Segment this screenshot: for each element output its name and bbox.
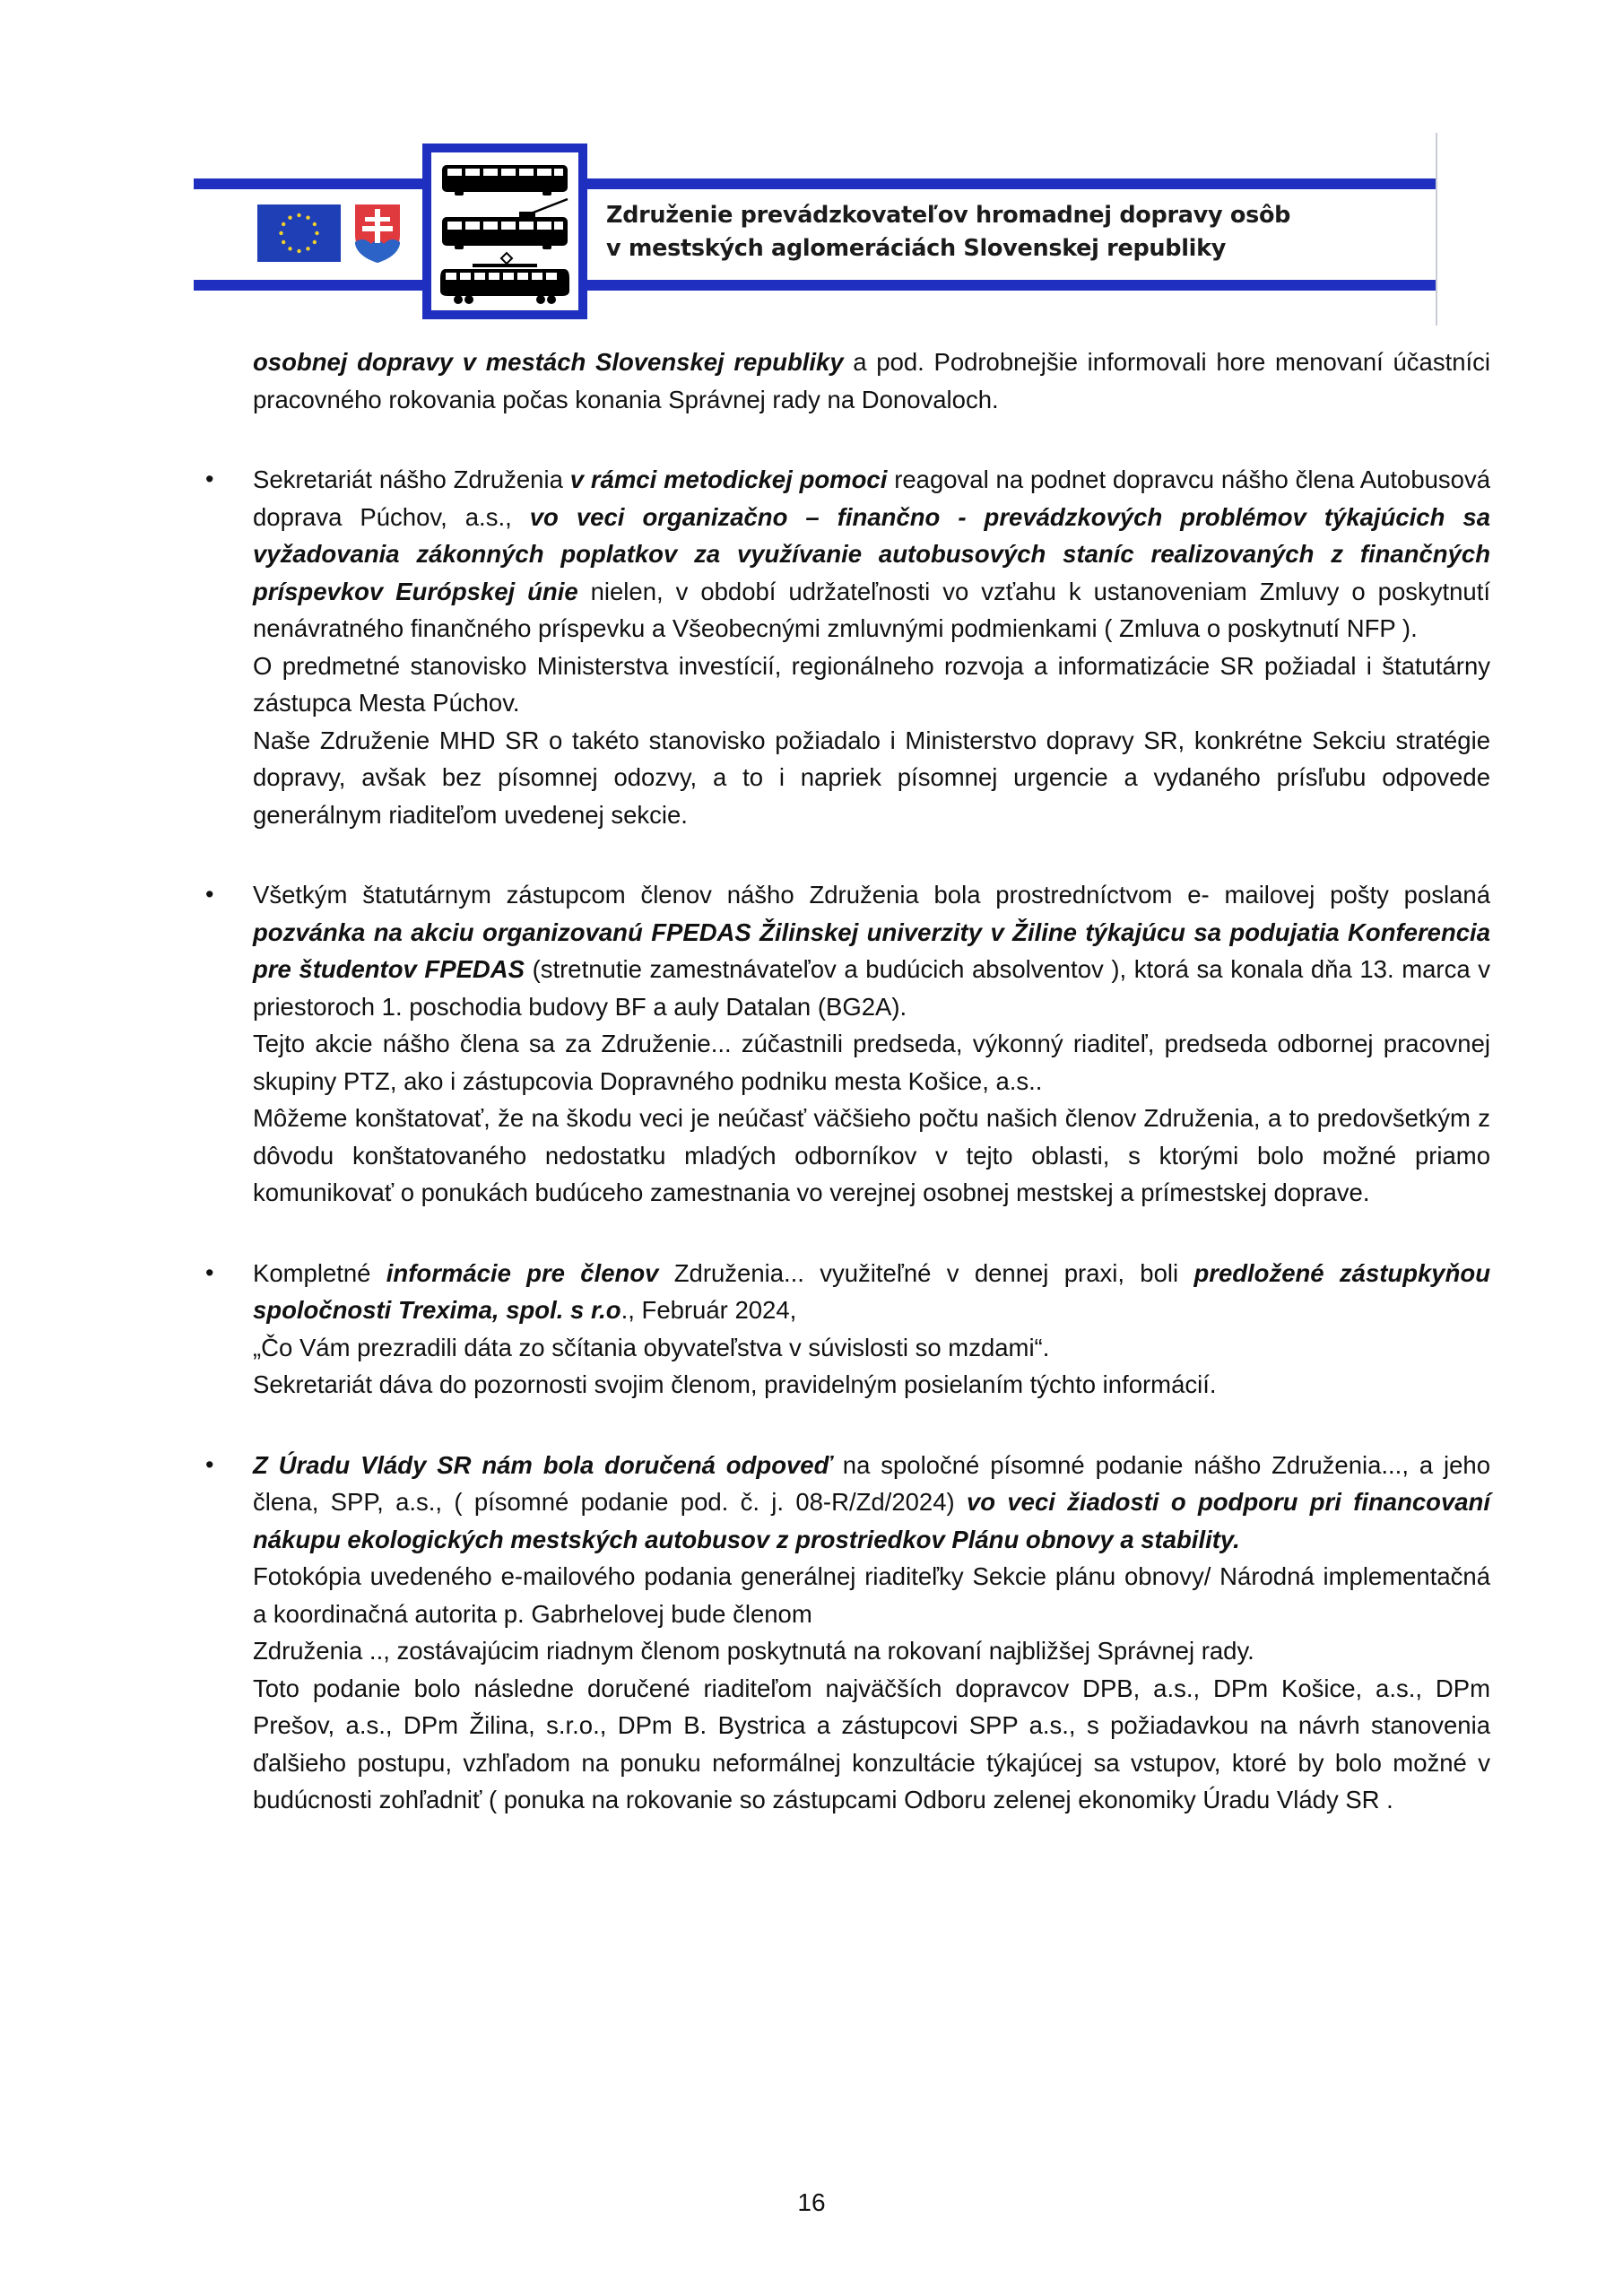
header-top-stripe (194, 178, 1436, 189)
slovak-coat-of-arms-icon (353, 203, 402, 264)
list-item-paragraph: Sekretariát dáva do pozornosti svojim členom, pravidelným posielaním týchto informácií. (253, 1370, 1217, 1398)
emphasized-text: predložené zástupkyňou spoločnosti Trexima, spol. s r.o (253, 1258, 1490, 1324)
organization-name-line-2: v mestských aglomeráciách Slovenskej republiky (606, 235, 1227, 262)
list-item-lead (253, 1255, 1490, 1329)
list-item (205, 876, 1490, 1212)
eu-star-icon (297, 249, 300, 253)
list-item-lead (253, 1447, 1490, 1559)
bullet-icon: • (205, 1258, 214, 1286)
eu-star-icon (282, 240, 285, 244)
body-text: na spoločné písomné podanie nášho Združenia..., a jeho člena, SPP, a.s., ( písomné podanie pod. č. j. 08-R/Zd/2024) (253, 1450, 1490, 1516)
list-item-paragraph: O predmetné stanovisko Ministerstva investícií, regionálneho rozvoja a informatizácie SR požiadal i štatutárny zástupca Mesta Púchov. (253, 651, 1490, 717)
organization-name-line-1: Združenie prevádzkovateľov hromadnej dopravy osôb (606, 202, 1291, 229)
intro-text: a pod. Podrobnejšie informovali hore menovaní účastníci pracovného rokovania počas konania Správnej rady na Donovaloch. (253, 348, 1491, 413)
list-item-paragraph: Združenia .., zostávajúcim riadnym členom poskytnutá na rokovaní najbližšej Správnej rady. (253, 1637, 1254, 1665)
body-text: ., Február 2024, (621, 1296, 797, 1324)
intro-paragraph (253, 344, 1490, 418)
header-bottom-stripe (194, 280, 1436, 291)
organization-name (606, 199, 1413, 265)
list-item-paragraph: Môžeme konštatovať, že na škodu veci je neúčasť väčšieho počtu našich členov Združenia, a to predovšetkým z dôvodu konštatovaného nedostatku mladých odborníkov v tejto oblasti, s ktorými bolo možné priamo komunikovať o ponukách budúceho zamestnania vo verejnej osobnej mestskej a prímestskej doprave. (253, 1104, 1490, 1206)
list-item (205, 461, 1491, 833)
document-body (205, 344, 1491, 1819)
page-number: 16 (797, 2188, 826, 2216)
list-item-paragraph: Tejto akcie nášho člena sa za Združenie... zúčastnili predseda, výkonný riaditeľ, predseda odbornej pracovnej skupiny PTZ, ako i zástupcovia Dopravného podniku mesta Košice, a.s.. (253, 1030, 1490, 1095)
list-item-paragraph: Naše Združenie MHD SR o takéto stanovisko požiadalo i Ministerstvo dopravy SR, konkrétne Sekciu stratégie dopravy, avšak bez písomnej odozvy, a to i napriek písomnej urgencie a vydaného prísľubu odpovede generálnym riaditeľom uvedenej sekcie. (253, 726, 1490, 829)
emphasized-text: vo veci žiadosti o podporu pri financovaní nákupu ekologických mestských autobusov z prostriedkov Plánu obnovy a stability. (253, 1488, 1490, 1553)
emphasized-text: Z Úradu Vlády SR nám bola doručená odpoveď (253, 1450, 832, 1479)
body-text: Kompletné (253, 1258, 386, 1287)
eu-star-icon (288, 215, 291, 219)
list-item-lead (253, 461, 1490, 648)
list-item-paragraph: Toto podanie bolo následne doručené riaditeľom najväčších dopravcov DPB, a.s., DPm Košice, a.s., DPm Prešov, a.s., DPm Žilina, s.r.o., DPm B. Bystrica a zástupcovi SPP a.s., s požiadavkou na návrh stanovenia ďalšieho postupu, vzhľadom na ponuku neformálnej konzultácie týkajúcej sa vstupov, ktoré by bolo možné v budúcnosti zohľadniť ( ponuka na rokovanie so zástupcami Odboru zelenej ekonomiky Úradu Vlády SR . (253, 1674, 1490, 1813)
eu-star-icon (306, 215, 309, 219)
body-text: nielen, v období udržateľnosti vo vzťahu k ustanoveniam Zmluvy o poskytnutí nenávratného finančného príspevku a Všeobecnými zmluvnými podmienkami ( Zmluva o poskytnutí NFP ). (253, 577, 1490, 642)
header-logo (0, 0, 1623, 341)
list-item (205, 1447, 1490, 1819)
body-text: Sekretariát nášho Združenia (253, 465, 570, 493)
emphasized-text: informácie pre členov (386, 1258, 659, 1287)
list-item-lead (253, 876, 1490, 1025)
list-item-paragraph: Fotokópia uvedeného e-mailového podania generálnej riaditeľky Sekcie plánu obnovy/ Národná implementačná a koordinačná autorita p. Gabrhelovej bude členom (253, 1562, 1490, 1628)
eu-star-icon (306, 247, 309, 250)
eu-flag-icon (257, 204, 341, 262)
body-text: reagoval na podnet dopravcu nášho člena Autobusová doprava Púchov, a.s., (253, 465, 1490, 531)
trolleybus-icon (442, 199, 568, 249)
emphasized-text: vo veci organizačno – finančno - prevádzkových problémov týkajúcich sa vyžadovania zákonných poplatkov za využívanie autobusových staníc realizovaných z finančných príspevkov Európskej únie (253, 502, 1491, 605)
body-text: Združenia... využiteľné v dennej praxi, boli (658, 1258, 1194, 1287)
tram-icon (440, 253, 569, 304)
vehicle-pictogram-box (422, 144, 587, 319)
eu-star-icon (313, 222, 317, 226)
eu-star-icon (315, 231, 318, 235)
body-text: Všetkým štatutárnym zástupcom členov nášho Združenia bola prostredníctvom e- mailovej pošty poslaná (253, 881, 1490, 909)
eu-star-icon (297, 213, 300, 217)
bullet-icon: • (205, 881, 214, 908)
list-item (205, 1255, 1490, 1404)
header-right-divider (1436, 133, 1437, 326)
intro-emphasis: osobnej dopravy v mestách Slovenskej republiky (253, 348, 844, 376)
bullet-icon: • (205, 465, 214, 492)
bus-icon (442, 165, 568, 196)
bullet-icon: • (205, 1450, 214, 1478)
eu-star-icon (288, 247, 291, 250)
eu-star-icon (282, 222, 285, 226)
eu-star-icon (313, 240, 317, 244)
body-text: (stretnutie zamestnávateľov a budúcich absolventov ), ktorá sa konala dňa 13. marca v priestoroch 1. poschodia budovy BF a auly Datalan (BG2A). (253, 955, 1490, 1021)
eu-star-icon (279, 231, 282, 235)
emphasized-text: v rámci metodickej pomoci (569, 465, 888, 493)
list-item-quote: „Čo Vám prezradili dáta zo sčítania obyvateľstva v súvislosti so mzdami“. (253, 1333, 1050, 1361)
emphasized-text: pozvánka na akciu organizovanú FPEDAS Žilinskej univerzity v Žiline týkajúcu sa podujatia Konferencia pre študentov FPEDAS (253, 918, 1490, 983)
